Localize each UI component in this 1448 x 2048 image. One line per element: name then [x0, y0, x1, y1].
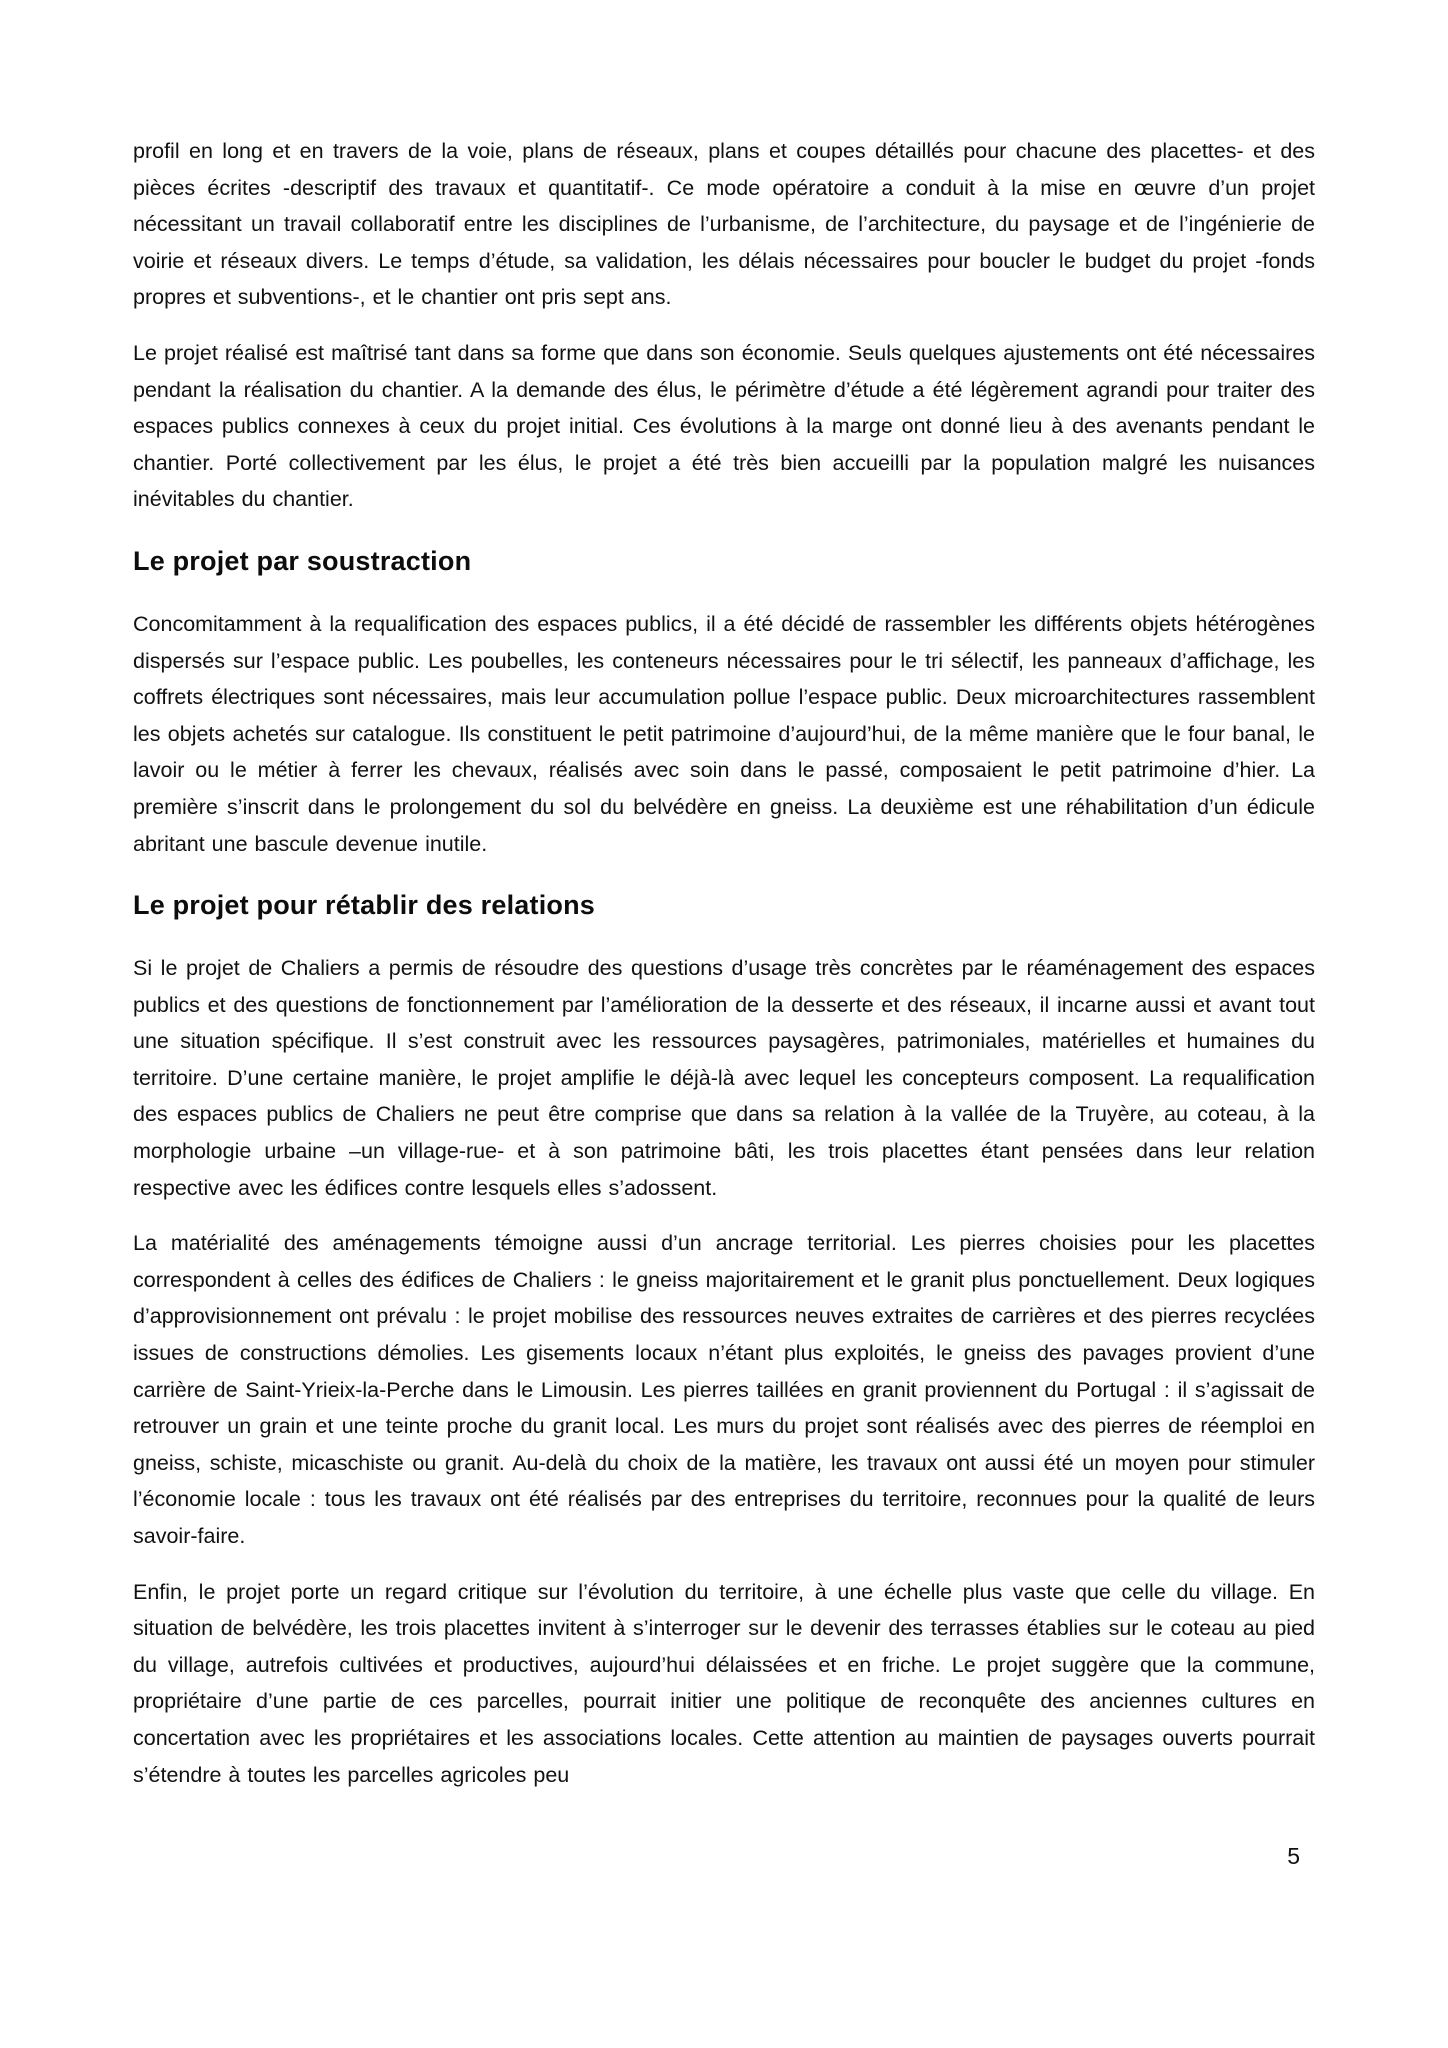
- paragraph-microarchitectures: Concomitamment à la requalification des espaces publics, il a été décidé de rassembler les différents objets hétérogènes dispersés sur l’espace public. Les poubelles, les conteneurs nécessaires pour le tri sélectif, les panneaux d’affichage, les coffrets électriques sont nécessaires, mais leur accumulation pollue l’espace public. Deux microarchitectures rassemblent les objets achetés sur catalogue. Ils constituent le petit patrimoine d’aujourd’hui, de la même manière que le four banal, le lavoir ou le métier à ferrer les chevaux, réalisés avec soin dans le passé, composaient le petit patrimoine d’hier. La première s’inscrit dans le prolongement du sol du belvédère en gneiss. La deuxième est une réhabilitation d’un édicule abritant une bascule devenue inutile.: [133, 611, 1315, 856]
- paragraph-construction-process: profil en long et en travers de la voie, plans de réseaux, plans et coupes détaillés pour chacune des placettes- et des pièces écrites -descriptif des travaux et quantitatif-. Ce mode opératoire a conduit à la mise en œuvre d’un projet nécessitant un travail collaboratif entre les disciplines de l’urbanisme, de l’architecture, du paysage et de l’ingénierie de voirie et réseaux divers. Le temps d’étude, sa validation, les délais nécessaires pour boucler le budget du projet -fonds propres et subventions-, et le chantier ont pris sept ans.: [133, 139, 1315, 310]
- paragraph-project-realised: Le projet réalisé est maîtrisé tant dans sa forme que dans son économie. Seuls quelques ajustements ont été nécessaires pendant la réalisation du chantier. A la demande des élus, le périmètre d’étude a été légèrement agrandi pour traiter des espaces publics connexes à ceux du projet initial. Ces évolutions à la marge ont donné lieu à des avenants pendant le chantier. Porté collectivement par les élus, le projet a été très bien accueilli par la population malgré les nuisances inévitables du chantier.: [133, 340, 1315, 512]
- paragraph-territory-outlook: Enfin, le projet porte un regard critique sur l’évolution du territoire, à une échelle plus vaste que celle du village. En situation de belvédère, les trois placettes invitent à s’interroger sur le devenir des terrasses établies sur le coteau au pied du village, autrefois cultivées et productives, aujourd’hui délaissées et en friche. Le projet suggère que la commune, propriétaire d’une partie de ces parcelles, pourrait initier une politique de reconquête des anciennes cultures en concertation avec les propriétaires et les associations locales. Cette attention au maintien de paysages ouverts pourrait s’étendre à toutes les parcelles agricoles peu: [133, 1579, 1315, 1787]
- section-heading-relations: Le projet pour rétablir des relations: [133, 890, 595, 921]
- section-heading-soustraction: Le projet par soustraction: [133, 545, 472, 576]
- paragraph-materiality: La matérialité des aménagements témoigne aussi d’un ancrage territorial. Les pierres choisies pour les placettes correspondent à celles des édifices de Chaliers : le gneiss majoritairement et le granit plus ponctuellement. Deux logiques d’approvisionnement ont prévalu : le projet mobilise des ressources neuves extraites de carrières et des pierres recyclées issues de constructions démolies. Les gisements locaux n’étant plus exploités, le gneiss des pavages provient d’une carrière de Saint-Yrieix-la-Perche dans le Limousin. Les pierres taillées en granit proviennent du Portugal : il s’agissait de retrouver un grain et une teinte proche du granit local. Les murs du projet sont réalisés avec des pierres de réemploi en gneiss, schiste, micaschiste ou granit. Au-delà du choix de la matière, les travaux ont aussi été un moyen pour stimuler l’économie locale : tous les travaux ont été réalisés par des entreprises du territoire, reconnues pour la qualité de leurs savoir-faire.: [133, 1231, 1315, 1548]
- page-number: 5: [1287, 1843, 1300, 1869]
- paragraph-chaliers-context: Si le projet de Chaliers a permis de résoudre des questions d’usage très concrètes par le réaménagement des espaces publics et des questions de fonctionnement par l’amélioration de la desserte et des réseaux, il incarne aussi et avant tout une situation spécifique. Il s’est construit avec les ressources paysagères, patrimoniales, matérielles et humaines du territoire. D’une certaine manière, le projet amplifie le déjà-là avec lequel les concepteurs composent. La requalification des espaces publics de Chaliers ne peut être comprise que dans sa relation à la vallée de la Truyère, au coteau, à la morphologie urbaine –un village-rue- et à son patrimoine bâti, les trois placettes étant pensées dans leur relation respective avec les édifices contre lesquels elles s’adossent.: [133, 956, 1315, 1200]
